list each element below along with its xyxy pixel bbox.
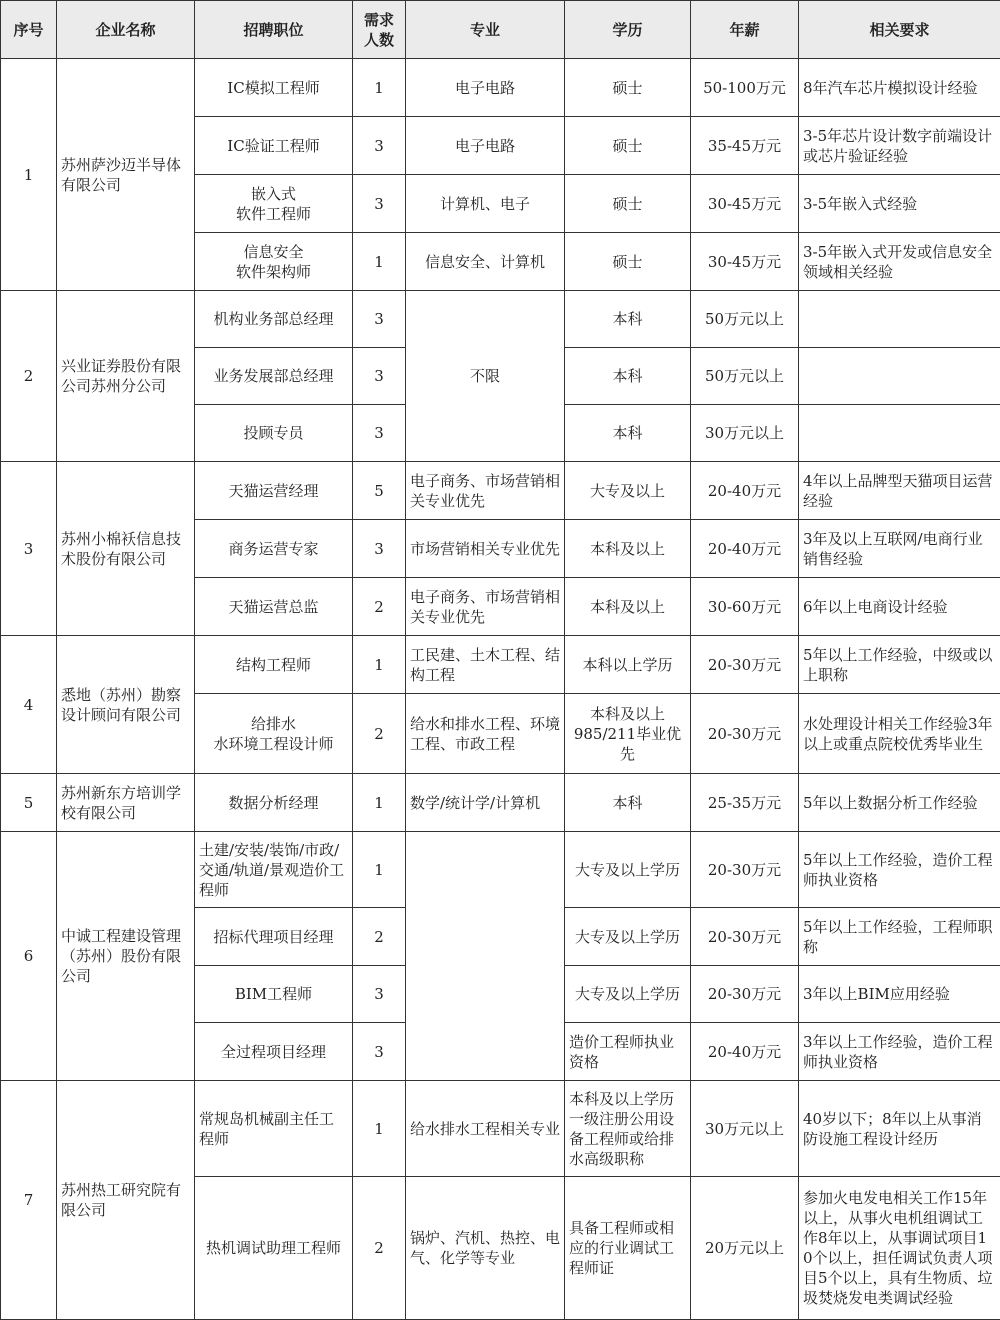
major-cell: 电子电路 [406, 117, 565, 175]
requirements-cell: 参加火电发电相关工作15年以上，从事火电机组调试工作8年以上，从事调试项目10个以上，担任调试负责人项目5个以上，具有生物质、垃圾焚烧发电类调试经验 [799, 1177, 1000, 1320]
header-row [1, 1, 1000, 59]
position-cell: 招标代理项目经理 [195, 908, 353, 966]
position-cell: IC模拟工程师 [195, 59, 353, 117]
education-cell: 硕士 [565, 175, 691, 233]
major-cell: 给水排水工程相关专业 [406, 1081, 565, 1177]
salary-cell: 30-45万元 [691, 175, 799, 233]
position-cell: 业务发展部总经理 [195, 348, 353, 405]
major-cell: 电子电路 [406, 59, 565, 117]
requirements-cell: 3-5年嵌入式开发或信息安全领域相关经验 [799, 233, 1000, 291]
table-row [1, 59, 1000, 117]
major-cell: 市场营销相关专业优先 [406, 520, 565, 578]
requirements-cell: 5年以上工作经验，工程师职称 [799, 908, 1000, 966]
requirements-cell: 40岁以下；8年以上从事消防设施工程设计经历 [799, 1081, 1000, 1177]
salary-cell: 20-30万元 [691, 832, 799, 908]
header-company: 企业名称 [57, 1, 195, 59]
count-cell: 3 [353, 1023, 406, 1081]
seq-cell: 7 [1, 1081, 57, 1320]
education-cell: 造价工程师执业资格 [565, 1023, 691, 1081]
position-cell: 数据分析经理 [195, 774, 353, 832]
education-cell: 大专及以上 [565, 462, 691, 520]
education-cell: 硕士 [565, 59, 691, 117]
company-name: 苏州萨沙迈半导体有限公司 [57, 59, 195, 291]
major-cell: 工民建、土木工程、结构工程 [406, 636, 565, 694]
major-cell: 信息安全、计算机 [406, 233, 565, 291]
salary-cell: 50-100万元 [691, 59, 799, 117]
table-row [1, 1081, 1000, 1177]
requirements-cell: 8年汽车芯片模拟设计经验 [799, 59, 1000, 117]
count-cell: 2 [353, 908, 406, 966]
salary-cell: 50万元以上 [691, 348, 799, 405]
education-cell: 本科及以上 [565, 578, 691, 636]
requirements-cell: 3年及以上互联网/电商行业销售经验 [799, 520, 1000, 578]
education-cell: 本科 [565, 774, 691, 832]
salary-cell: 20-30万元 [691, 908, 799, 966]
header-seq: 序号 [1, 1, 57, 59]
seq-cell: 5 [1, 774, 57, 832]
major-cell: 给水和排水工程、环境工程、市政工程 [406, 694, 565, 774]
count-cell: 3 [353, 966, 406, 1023]
header-education: 学历 [565, 1, 691, 59]
count-cell: 1 [353, 1081, 406, 1177]
company-name: 苏州新东方培训学校有限公司 [57, 774, 195, 832]
salary-cell: 30万元以上 [691, 405, 799, 462]
seq-cell: 3 [1, 462, 57, 636]
salary-cell: 20万元以上 [691, 1177, 799, 1320]
education-cell: 硕士 [565, 233, 691, 291]
major-cell: 不限 [406, 291, 565, 462]
major-cell: 计算机、电子 [406, 175, 565, 233]
requirements-cell [799, 291, 1000, 348]
education-cell: 具备工程师或相应的行业调试工程师证 [565, 1177, 691, 1320]
count-cell: 3 [353, 175, 406, 233]
education-cell: 本科及以上 985/211毕业优先 [565, 694, 691, 774]
position-cell: 天猫运营总监 [195, 578, 353, 636]
major-cell: 锅炉、汽机、热控、电气、化学等专业 [406, 1177, 565, 1320]
seq-cell: 4 [1, 636, 57, 774]
count-cell: 1 [353, 832, 406, 908]
education-cell: 本科及以上 [565, 520, 691, 578]
table-row [1, 291, 1000, 348]
count-cell: 3 [353, 520, 406, 578]
count-cell: 5 [353, 462, 406, 520]
seq-cell: 1 [1, 59, 57, 291]
requirements-cell: 5年以上数据分析工作经验 [799, 774, 1000, 832]
position-cell: 全过程项目经理 [195, 1023, 353, 1081]
requirements-cell: 6年以上电商设计经验 [799, 578, 1000, 636]
requirements-cell: 水处理设计相关工作经验3年以上或重点院校优秀毕业生 [799, 694, 1000, 774]
position-cell: 土建/安装/装饰/市政/交通/轨道/景观造价工程师 [195, 832, 353, 908]
position-cell: 信息安全 软件架构师 [195, 233, 353, 291]
requirements-cell: 5年以上工作经验，造价工程师执业资格 [799, 832, 1000, 908]
education-cell: 本科 [565, 348, 691, 405]
requirements-cell: 3-5年芯片设计数字前端设计或芯片验证经验 [799, 117, 1000, 175]
table-row [1, 832, 1000, 908]
position-cell: 嵌入式 软件工程师 [195, 175, 353, 233]
position-cell: 机构业务部总经理 [195, 291, 353, 348]
salary-cell: 30-60万元 [691, 578, 799, 636]
position-cell: 给排水 水环境工程设计师 [195, 694, 353, 774]
requirements-cell: 5年以上工作经验，中级或以上职称 [799, 636, 1000, 694]
count-cell: 3 [353, 405, 406, 462]
salary-cell: 20-30万元 [691, 694, 799, 774]
count-cell: 1 [353, 774, 406, 832]
salary-cell: 30万元以上 [691, 1081, 799, 1177]
table-row [1, 774, 1000, 832]
header-requirements: 相关要求 [799, 1, 1000, 59]
requirements-cell [799, 405, 1000, 462]
education-cell: 本科 [565, 405, 691, 462]
requirements-cell: 3年以上BIM应用经验 [799, 966, 1000, 1023]
position-cell: 天猫运营经理 [195, 462, 353, 520]
education-cell: 硕士 [565, 117, 691, 175]
position-cell: BIM工程师 [195, 966, 353, 1023]
count-cell: 2 [353, 1177, 406, 1320]
salary-cell: 20-40万元 [691, 1023, 799, 1081]
company-name: 悉地（苏州）勘察设计顾问有限公司 [57, 636, 195, 774]
count-cell: 2 [353, 694, 406, 774]
count-cell: 1 [353, 636, 406, 694]
count-cell: 2 [353, 578, 406, 636]
table-row [1, 462, 1000, 520]
header-major: 专业 [406, 1, 565, 59]
salary-cell: 20-40万元 [691, 462, 799, 520]
position-cell: 结构工程师 [195, 636, 353, 694]
education-cell: 大专及以上学历 [565, 908, 691, 966]
position-cell: 常规岛机械副主任工程师 [195, 1081, 353, 1177]
requirements-cell: 3-5年嵌入式经验 [799, 175, 1000, 233]
education-cell: 本科及以上学历一级注册公用设备工程师或给排水高级职称 [565, 1081, 691, 1177]
salary-cell: 25-35万元 [691, 774, 799, 832]
count-cell: 3 [353, 348, 406, 405]
position-cell: 商务运营专家 [195, 520, 353, 578]
salary-cell: 20-30万元 [691, 966, 799, 1023]
count-cell: 1 [353, 59, 406, 117]
count-cell: 1 [353, 233, 406, 291]
salary-cell: 20-40万元 [691, 520, 799, 578]
salary-cell: 50万元以上 [691, 291, 799, 348]
requirements-cell: 4年以上品牌型天猫项目运营经验 [799, 462, 1000, 520]
seq-cell: 2 [1, 291, 57, 462]
header-salary: 年薪 [691, 1, 799, 59]
major-cell: 电子商务、市场营销相关专业优先 [406, 462, 565, 520]
requirements-cell: 3年以上工作经验，造价工程师执业资格 [799, 1023, 1000, 1081]
position-cell: 热机调试助理工程师 [195, 1177, 353, 1320]
major-cell [406, 832, 565, 1081]
header-count-label: 需求 人数 [364, 11, 394, 49]
requirements-cell [799, 348, 1000, 405]
position-cell: IC验证工程师 [195, 117, 353, 175]
company-name: 兴业证券股份有限公司苏州分公司 [57, 291, 195, 462]
major-cell: 电子商务、市场营销相关专业优先 [406, 578, 565, 636]
header-position: 招聘职位 [195, 1, 353, 59]
major-cell: 数学/统计学/计算机 [406, 774, 565, 832]
count-cell: 3 [353, 291, 406, 348]
education-cell: 本科以上学历 [565, 636, 691, 694]
company-name: 中诚工程建设管理（苏州）股份有限公司 [57, 832, 195, 1081]
education-cell: 大专及以上学历 [565, 832, 691, 908]
education-cell: 大专及以上学历 [565, 966, 691, 1023]
seq-cell: 6 [1, 832, 57, 1081]
salary-cell: 30-45万元 [691, 233, 799, 291]
company-name: 苏州小棉袄信息技术股份有限公司 [57, 462, 195, 636]
table-row [1, 636, 1000, 694]
salary-cell: 35-45万元 [691, 117, 799, 175]
position-cell: 投顾专员 [195, 405, 353, 462]
education-cell: 本科 [565, 291, 691, 348]
salary-cell: 20-30万元 [691, 636, 799, 694]
company-name: 苏州热工研究院有限公司 [57, 1081, 195, 1320]
count-cell: 3 [353, 117, 406, 175]
header-count [353, 1, 406, 59]
